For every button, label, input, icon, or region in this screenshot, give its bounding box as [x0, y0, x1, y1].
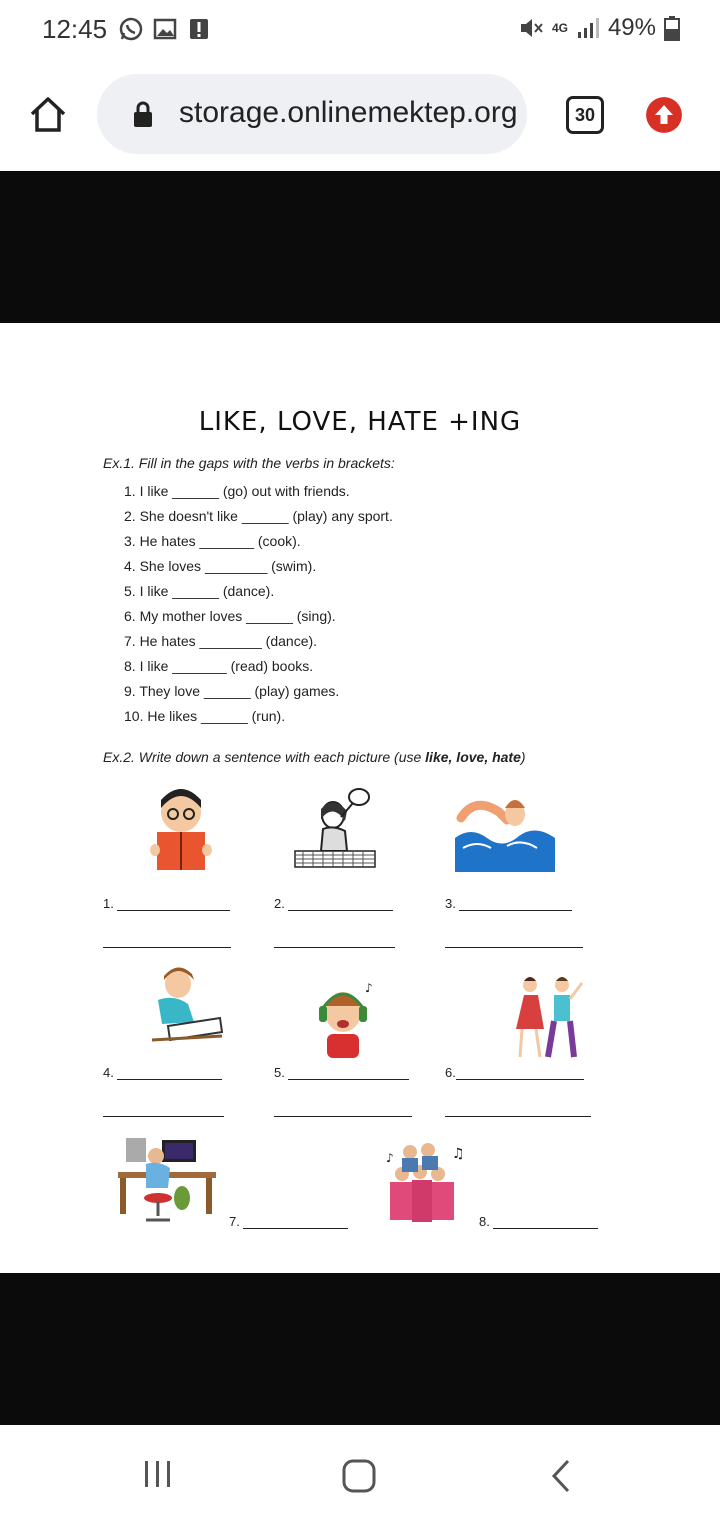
- answer-6: [445, 1065, 584, 1080]
- whatsapp-icon: [118, 16, 144, 42]
- home-nav-icon[interactable]: [342, 1459, 376, 1493]
- answer-number: 8.: [479, 1214, 490, 1229]
- answer-2: [274, 896, 393, 911]
- url-text[interactable]: storage.onlinemektep.org: [179, 96, 518, 129]
- boy-reading-picture: [145, 788, 217, 873]
- boy-writing-picture: [148, 966, 223, 1044]
- answer-line[interactable]: [288, 898, 393, 911]
- answer-8: [479, 1214, 598, 1229]
- answer-line[interactable]: [445, 1104, 591, 1117]
- answer-4: [103, 1065, 222, 1080]
- status-time: 12:45: [42, 14, 108, 44]
- answer-7: [229, 1214, 348, 1229]
- list-item: 10. He likes ______ (run).: [124, 708, 286, 724]
- answer-1: [103, 896, 230, 911]
- home-icon[interactable]: [28, 94, 68, 134]
- child-computer-picture: [118, 1136, 216, 1226]
- letterbox-bottom: [0, 1273, 720, 1425]
- answer-line[interactable]: [445, 935, 583, 948]
- tab-switcher-button[interactable]: 30: [566, 96, 604, 134]
- answer-line[interactable]: [459, 898, 572, 911]
- battery-icon: [664, 15, 680, 41]
- answer-number: 3.: [445, 896, 456, 911]
- status-right: [518, 14, 680, 42]
- browser-toolbar: [0, 58, 720, 170]
- answer-3: [445, 896, 572, 911]
- answer-number: 6.: [445, 1065, 456, 1080]
- worksheet-title: LIKE, LOVE, HATE +ING: [198, 407, 522, 437]
- list-item: 6. My mother loves ______ (sing).: [124, 608, 336, 624]
- status-bar: [0, 0, 720, 58]
- list-item: 8. I like _______ (read) books.: [124, 658, 314, 674]
- recent-apps-icon[interactable]: [143, 1459, 173, 1489]
- worksheet-image: [0, 323, 720, 1273]
- exercise-1-list: [124, 483, 393, 733]
- svg-text:♫: ♫: [452, 1146, 465, 1162]
- gallery-icon: [152, 16, 178, 42]
- exercise-1-heading: Ex.1. Fill in the gaps with the verbs in brackets:: [103, 455, 395, 471]
- list-item: 4. She loves ________ (swim).: [124, 558, 317, 574]
- address-bar[interactable]: [97, 74, 527, 154]
- girl-tennis-picture: [293, 785, 378, 870]
- list-item: 9. They love ______ (play) games.: [124, 683, 340, 699]
- answer-line[interactable]: [103, 1104, 224, 1117]
- choir-picture: [382, 1138, 470, 1228]
- answer-line[interactable]: [103, 935, 231, 948]
- back-icon[interactable]: [550, 1459, 572, 1493]
- answer-number: 4.: [103, 1065, 114, 1080]
- answer-line[interactable]: [456, 1067, 584, 1080]
- answer-5: [274, 1065, 409, 1080]
- svg-text:♪: ♪: [386, 1151, 394, 1165]
- lock-icon: [133, 100, 153, 128]
- system-navigation-bar: [0, 1425, 720, 1520]
- notification-icons: [118, 16, 212, 42]
- list-item: 3. He hates _______ (cook).: [124, 533, 301, 549]
- battery-percent: 49%: [607, 14, 656, 41]
- answer-number: 7.: [229, 1214, 240, 1229]
- answer-line[interactable]: [274, 1104, 412, 1117]
- answer-line[interactable]: [243, 1216, 348, 1229]
- answer-line[interactable]: [274, 935, 395, 948]
- answer-line[interactable]: [493, 1216, 598, 1229]
- heading-text-end: ): [520, 749, 526, 765]
- list-item: 2. She doesn't like ______ (play) any sport.: [124, 508, 393, 524]
- answer-number: 5.: [274, 1065, 285, 1080]
- couple-dancing-picture: [512, 973, 587, 1061]
- mute-icon: [518, 15, 544, 41]
- network-type: 4G: [551, 21, 568, 35]
- signal-icon: [576, 16, 600, 40]
- letterbox-top: [0, 171, 720, 323]
- boy-headphones-picture: [313, 978, 378, 1060]
- list-item: 5. I like ______ (dance).: [124, 583, 275, 599]
- answer-number: 1.: [103, 896, 114, 911]
- answer-line[interactable]: [117, 1067, 222, 1080]
- list-item: 1. I like ______ (go) out with friends.: [124, 483, 350, 499]
- upload-icon[interactable]: [646, 97, 682, 133]
- svg-text:♪: ♪: [365, 981, 373, 995]
- exercise-2-heading: [103, 749, 526, 765]
- heading-text: Ex.2. Write down a sentence with each picture (use: [103, 749, 426, 765]
- heading-bold-text: like, love, hate: [425, 749, 521, 765]
- alert-icon: [186, 16, 212, 42]
- swimmer-picture: [455, 790, 555, 872]
- answer-number: 2.: [274, 896, 285, 911]
- answer-line[interactable]: [288, 1067, 409, 1080]
- list-item: 7. He hates ________ (dance).: [124, 633, 318, 649]
- answer-line[interactable]: [117, 898, 230, 911]
